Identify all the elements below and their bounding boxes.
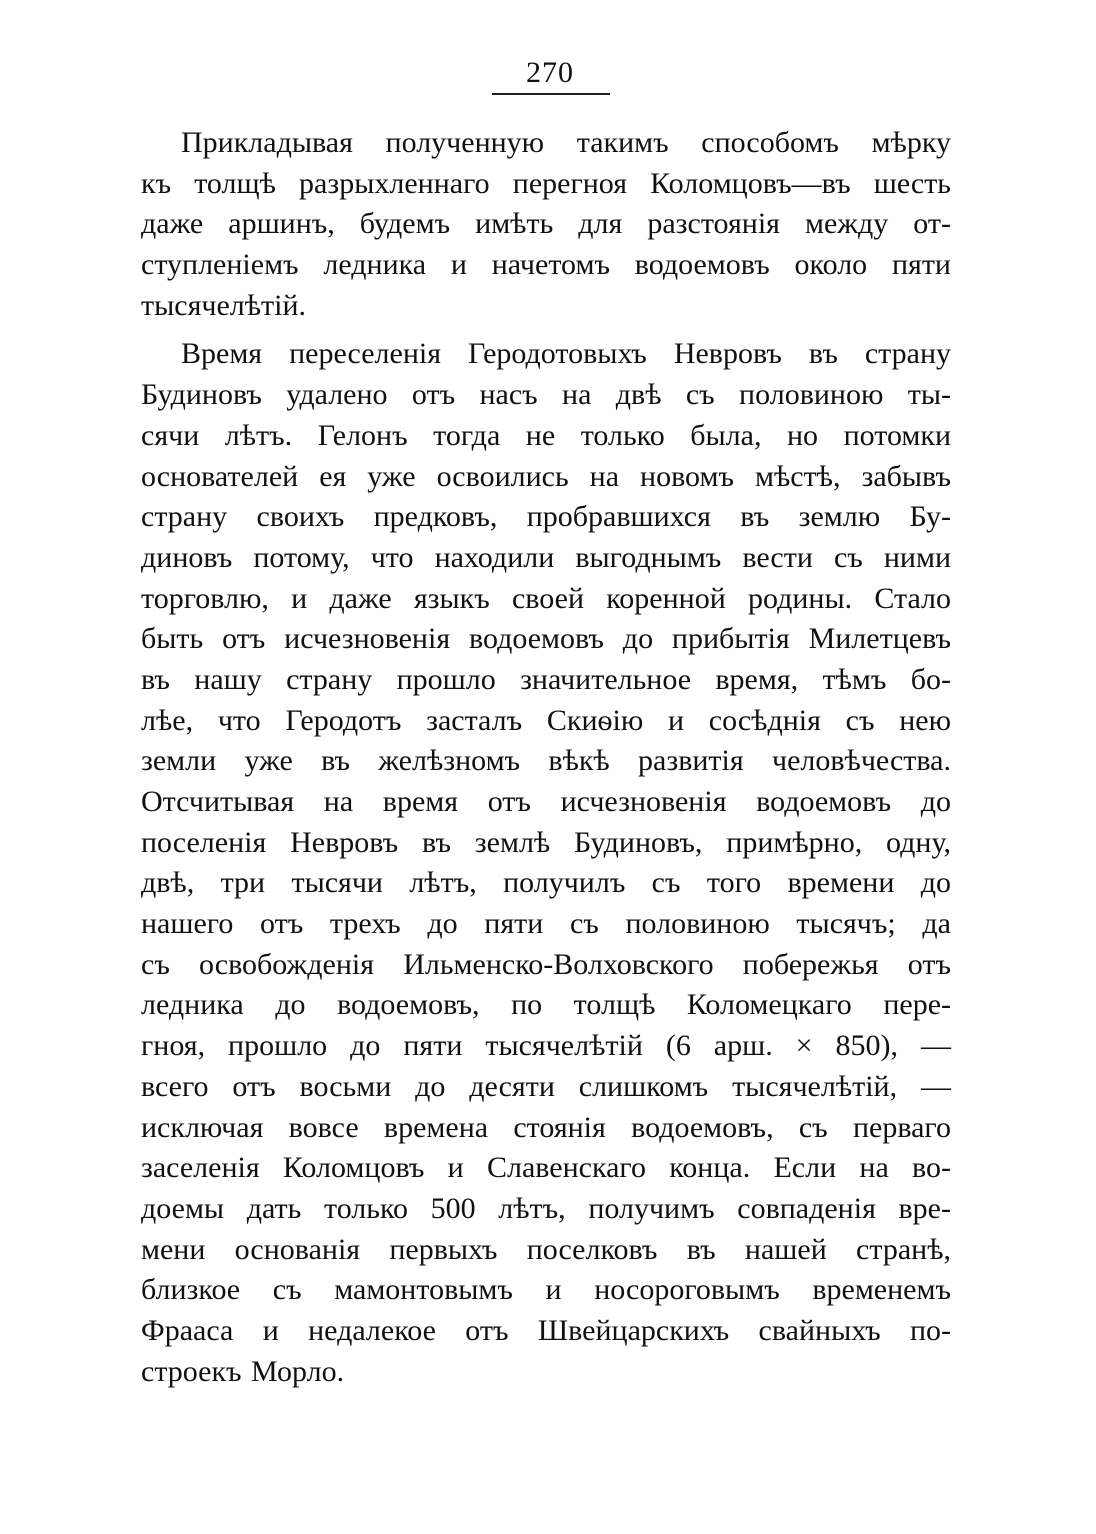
text-line: двѣ, три тысячи лѣтъ, получилъ съ того времени до [141, 866, 951, 900]
text-line: всего отъ восьми до десяти слишкомъ тысячелѣтій, — [141, 1069, 951, 1103]
text-line: нашего отъ трехъ до пяти съ половиною тысячъ; да [141, 907, 951, 941]
text-line: строекъ Морло. [141, 1354, 345, 1388]
header-rule [492, 93, 610, 95]
text-line: лѣе, что Геродотъ засталъ Скиѳію и сосѣднія съ нею [141, 703, 951, 737]
text-line: торговлю, и даже языкъ своей коренной родины. Стало [141, 581, 951, 615]
paragraph [141, 123, 951, 326]
text-line: даже аршинъ, будемъ имѣть для разстоянія между от- [141, 207, 951, 241]
text-line: тысячелѣтій. [141, 288, 307, 322]
text-line: диновъ потому, что находили выгоднымъ вести съ ними [141, 540, 951, 574]
text-line: исключая вовсе времена стоянія водоемовъ, съ перваго [141, 1110, 951, 1144]
text-line: Отсчитывая на время отъ исчезновенія водоемовъ до [141, 785, 951, 818]
text-line: близкое съ мамонтовымъ и носороговымъ временемъ [141, 1273, 951, 1307]
text-line: Фрааса и недалекое отъ Швейцарскихъ свайныхъ по- [141, 1313, 951, 1347]
text-line: ступленіемъ ледника и начетомъ водоемовъ около пяти [141, 248, 951, 282]
text-line: заселенія Коломцовъ и Славенскаго конца. Если на во- [141, 1151, 951, 1185]
text-line: земли уже въ желѣзномъ вѣкѣ развитія человѣчества. [141, 744, 951, 778]
text-line: основателей ея уже освоились на новомъ мѣстѣ, забывъ [141, 459, 951, 493]
text-line: Будиновъ удалено отъ насъ на двѣ съ половиною ты- [141, 378, 951, 412]
page-number: 270 [526, 56, 574, 89]
text-line: сячи лѣтъ. Гелонъ тогда не только была, но потомки [141, 418, 951, 452]
text-line: мени основанія первыхъ поселковъ въ нашей странѣ, [141, 1232, 951, 1266]
paragraph [141, 334, 951, 1392]
text-line: гноя, прошло до пяти тысячелѣтій (6 арш. × 850), — [141, 1029, 951, 1063]
text-line: къ толщѣ разрыхленнаго перегноя Коломцовъ—въ шесть [141, 166, 951, 200]
text-line: Время переселенія Геродотовыхъ Невровъ въ страну [181, 337, 951, 371]
text-line: ледника до водоемовъ, по толщѣ Коломецкаго пере- [141, 988, 951, 1022]
paragraph-gap [141, 326, 951, 334]
text-line: съ освобожденія Ильменско-Волховского побережья отъ [141, 947, 951, 981]
body-text [141, 123, 951, 1392]
text-line: страну своихъ предковъ, пробравшихся въ землю Бу- [141, 500, 951, 534]
text-line: поселенія Невровъ въ землѣ Будиновъ, примѣрно, одну, [141, 825, 951, 859]
text-line: доемы дать только 500 лѣтъ, получимъ совпаденія вре- [141, 1191, 951, 1225]
text-line: быть отъ исчезновенія водоемовъ до прибытія Милетцевъ [141, 622, 951, 656]
text-line: Прикладывая полученную такимъ способомъ мѣрку [181, 126, 951, 159]
text-line: въ нашу страну прошло значительное время, тѣмъ бо- [141, 662, 951, 696]
